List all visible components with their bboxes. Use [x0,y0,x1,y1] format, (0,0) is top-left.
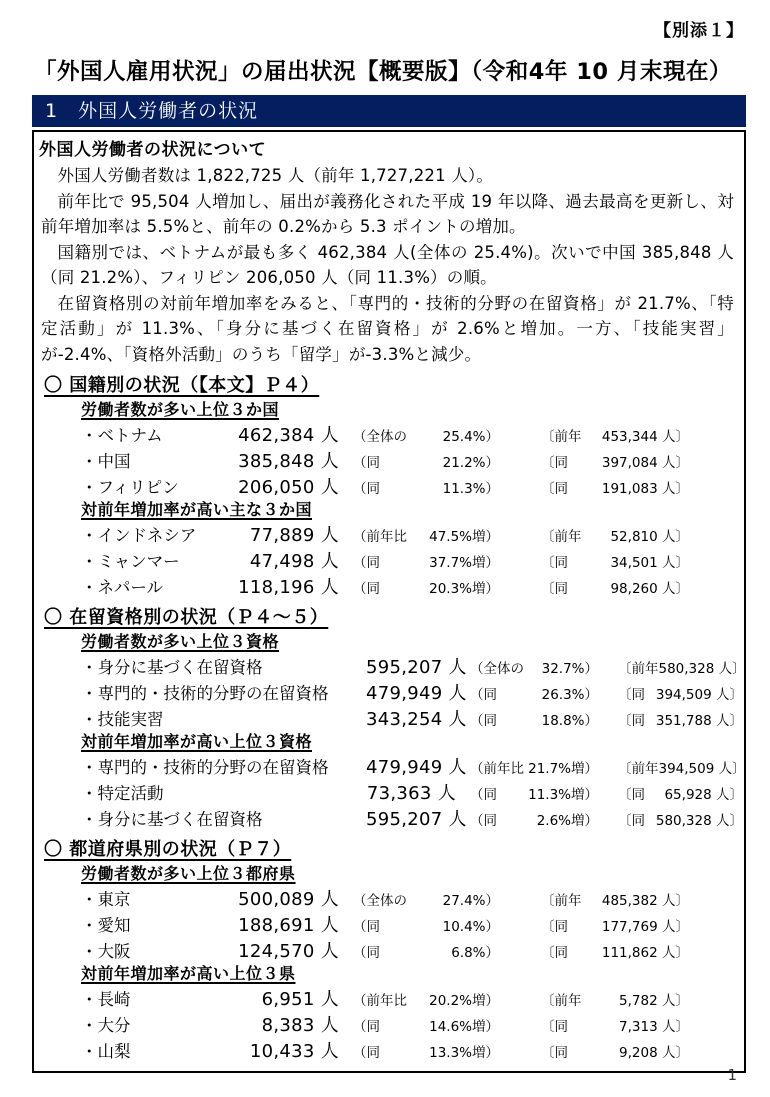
row-prev-year-cell [618,709,743,729]
stats-row [34,521,744,547]
row-percent-label: （同 [470,713,497,729]
row-prev-year-label: 〔前年 [541,429,582,445]
page-title: 「外国人雇用状況」の届出状況【概要版】（令和4年 10 月末現在） [34,59,732,85]
stats-row [34,547,744,573]
row-prev-year-label: 〔前年 [541,529,582,545]
row-percent-cell [353,477,499,497]
stats-row [34,911,744,937]
stats-section [34,835,744,1063]
group-heading: 労働者数が多い上位３か国 [81,400,280,419]
row-prev-year-value: 394,509 人〕 [658,761,746,777]
row-name: ・フィリピン [81,478,179,497]
row-percent-value: 32.7%） [541,661,598,677]
row-prev-year-label: 〔同 [541,1045,568,1061]
row-percent-value: 11.3%増） [528,787,598,803]
row-prev-year-value: 394,509 人〕 [655,687,743,703]
row-percent-cell [353,989,499,1009]
row-percent-value: 2.6%増） [536,813,598,829]
row-prev-year-label: 〔同 [541,919,568,935]
row-prev-year-value: 65,928 人〕 [664,787,743,803]
group-rows [34,985,744,1063]
row-value: 188,691 人 [238,915,339,936]
row-percent-label: （全体の [353,429,407,445]
stats-group [34,631,744,731]
row-prev-year-cell [541,989,689,1009]
row-percent-value: 25.4%） [442,429,499,445]
row-percent-cell [470,757,598,777]
group-heading: 対前年増加率が高い主な３か国 [81,500,313,519]
row-value: 10,433 人 [249,1041,339,1062]
row-name: ・ベトナム [81,426,163,445]
group-heading: 労働者数が多い上位３資格 [81,632,280,651]
row-percent-cell [353,941,499,961]
row-prev-year-value: 52,810 人〕 [610,529,689,545]
row-value: 8,383 人 [261,1015,339,1036]
row-percent-cell [353,915,499,935]
row-prev-year-cell [618,757,746,777]
row-prev-year-cell [618,657,746,677]
row-prev-year-value: 177,769 人〕 [601,919,689,935]
row-prev-year-value: 351,788 人〕 [655,713,743,729]
row-percent-label: （前年比 [353,529,407,545]
group-heading: 対前年増加率が高い上位３県 [81,964,296,983]
row-percent-label: （前年比 [470,761,524,777]
row-name: ・長崎 [81,990,131,1009]
row-name: ・技能実習 [81,710,164,729]
attachment-label: 【別添１】 [654,21,744,41]
stats-row [34,573,744,599]
row-percent-cell [470,683,598,703]
row-prev-year-value: 453,344 人〕 [601,429,689,445]
row-percent-cell [470,809,598,829]
intro-paragraph: 前年比で 95,504 人増加し、届出が義務化された平成 19 年以降、過去最高を更新し、対前年増加率は 5.5%と、前年の 0.2%から 5.3 ポイントの増加。 [41,191,734,236]
row-prev-year-cell [618,683,743,703]
row-name: ・大分 [81,1016,131,1035]
row-prev-year-label: 〔同 [541,481,568,497]
row-name: ・愛知 [81,916,131,935]
row-percent-label: （同 [470,813,497,829]
row-prev-year-cell [541,941,689,961]
row-value: 479,949 人 [366,757,467,778]
sections [34,371,744,1063]
row-prev-year-value: 7,313 人〕 [619,1019,689,1035]
row-name: ・専門的・技術的分野の在留資格 [81,684,329,703]
stats-row [34,705,744,731]
stats-row [34,473,744,499]
row-prev-year-cell [541,1015,689,1035]
row-name: ・大阪 [81,942,131,961]
row-prev-year-cell [541,551,689,571]
row-prev-year-cell [541,525,689,545]
row-percent-value: 20.2%増） [429,993,499,1009]
row-value: 479,949 人 [366,683,467,704]
row-percent-cell [470,657,598,677]
row-percent-label: （全体の [353,893,407,909]
row-prev-year-cell [541,889,689,909]
stats-group [34,399,744,499]
row-percent-label: （全体の [470,661,524,677]
intro-paragraph: 在留資格別の対前年増加率をみると、「専門的・技術的分野の在留資格」が 21.7%、「特定活動」が 11.3%、「身分に基づく在留資格」が 2.6%と増加。一方、「技能実習」が-2.4%、「資格外活動」のうち「留学」が-3.3%と減少。 [41,293,734,364]
group-heading: 労働者数が多い上位３都府県 [81,864,296,883]
row-prev-year-label: 〔前年 [541,993,582,1009]
row-prev-year-value: 34,501 人〕 [610,555,689,571]
row-name: ・ネパール [81,578,164,597]
stats-row [34,421,744,447]
row-percent-label: （同 [353,581,380,597]
section-groups [34,863,744,1063]
row-percent-value: 21.2%） [442,455,499,471]
row-value: 500,089 人 [238,889,339,910]
row-percent-cell [353,1041,499,1061]
row-prev-year-cell [541,915,689,935]
group-rows [34,521,744,599]
row-prev-year-cell [541,477,689,497]
row-name: ・身分に基づく在留資格 [81,658,263,677]
row-name: ・東京 [81,890,131,909]
stats-row [34,1037,744,1063]
row-percent-label: （同 [353,481,380,497]
stats-group [34,499,744,599]
row-percent-value: 27.4%） [442,893,499,909]
stats-row [34,985,744,1011]
row-prev-year-cell [541,1041,689,1061]
stats-row [34,653,744,679]
row-prev-year-label: 〔前年 [541,893,582,909]
row-percent-value: 26.3%） [541,687,598,703]
row-percent-cell [353,577,499,597]
row-value: 73,363 人 [366,783,456,804]
stats-row [34,937,744,963]
row-prev-year-label: 〔同 [618,787,645,803]
section-title: 〇 国籍別の状況（【本文】Ｐ４） [44,375,320,396]
stats-group [34,731,744,831]
row-prev-year-label: 〔同 [541,581,568,597]
section-bar-header: 1 外国人労働者の状況 [32,95,746,127]
row-percent-cell [353,1015,499,1035]
intro-heading: 外国人労働者の状況について [39,140,267,160]
row-name: ・ミャンマー [81,552,180,571]
row-prev-year-label: 〔同 [618,713,645,729]
row-percent-value: 20.3%増） [429,581,499,597]
group-heading: 対前年増加率が高い上位３資格 [81,732,313,751]
row-percent-label: （同 [353,919,380,935]
row-percent-value: 18.8%） [541,713,598,729]
row-percent-label: （前年比 [353,993,407,1009]
row-prev-year-value: 111,862 人〕 [601,945,689,961]
stats-row [34,679,744,705]
row-value: 343,254 人 [366,709,467,730]
row-percent-label: （同 [470,687,497,703]
row-value: 124,570 人 [238,941,339,962]
row-name: ・身分に基づく在留資格 [81,810,263,829]
row-percent-cell [353,451,499,471]
row-percent-value: 6.8%） [451,945,499,961]
row-prev-year-value: 98,260 人〕 [610,581,689,597]
row-prev-year-value: 5,782 人〕 [619,993,689,1009]
row-prev-year-label: 〔同 [541,455,568,471]
row-percent-cell [353,425,499,445]
group-rows [34,653,744,731]
stats-row [34,779,744,805]
row-value: 118,196 人 [238,577,339,598]
row-name: ・専門的・技術的分野の在留資格 [81,758,329,777]
stats-section [34,603,744,831]
page-number: 1 [727,1066,737,1084]
row-value: 6,951 人 [261,989,339,1010]
group-rows [34,421,744,499]
row-percent-cell [353,551,499,571]
row-value: 385,848 人 [238,451,339,472]
row-value: 47,498 人 [249,551,339,572]
row-prev-year-label: 〔同 [618,687,645,703]
row-prev-year-value: 580,328 人〕 [655,813,743,829]
stats-row [34,1011,744,1037]
stats-row [34,753,744,779]
row-prev-year-label: 〔前年 [618,761,659,777]
row-name: ・インドネシア [81,526,197,545]
row-name: ・特定活動 [81,784,164,803]
row-prev-year-label: 〔同 [541,555,568,571]
row-value: 462,384 人 [238,425,339,446]
row-percent-value: 13.3%増） [429,1045,499,1061]
row-prev-year-cell [541,451,689,471]
intro-paragraph: 国籍別では、ベトナムが最も多く 462,384 人(全体の 25.4%)。次いで中国 385,848 人（同 21.2%）、フィリピン 206,050 人（同 11.3%）の順。 [41,242,734,287]
row-prev-year-value: 397,084 人〕 [601,455,689,471]
row-percent-value: 14.6%増） [429,1019,499,1035]
group-rows [34,885,744,963]
row-name: ・中国 [81,452,131,471]
row-percent-cell [353,889,499,909]
row-percent-label: （同 [353,1019,380,1035]
row-prev-year-value: 580,328 人〕 [658,661,746,677]
row-prev-year-label: 〔同 [541,1019,568,1035]
row-prev-year-cell [618,809,743,829]
row-percent-label: （同 [353,945,380,961]
row-percent-value: 10.4%） [442,919,499,935]
row-name: ・山梨 [81,1042,131,1061]
row-prev-year-cell [541,577,689,597]
stats-group [34,963,744,1063]
stats-row [34,805,744,831]
row-percent-value: 11.3%） [442,481,499,497]
row-percent-value: 21.7%増） [528,761,598,777]
row-percent-label: （同 [353,555,380,571]
stats-group [34,863,744,963]
row-prev-year-label: 〔前年 [618,661,659,677]
stats-section [34,371,744,599]
intro-paragraph: 外国人労働者数は 1,822,725 人（前年 1,727,221 人）。 [57,166,494,185]
row-value: 206,050 人 [238,477,339,498]
row-prev-year-cell [618,783,743,803]
row-value: 595,207 人 [366,809,467,830]
row-prev-year-value: 191,083 人〕 [601,481,689,497]
group-rows [34,753,744,831]
row-prev-year-label: 〔同 [541,945,568,961]
section-title: 〇 在留資格別の状況（Ｐ４～５） [44,607,329,628]
row-prev-year-value: 9,208 人〕 [619,1045,689,1061]
stats-row [34,885,744,911]
row-value: 595,207 人 [366,657,467,678]
row-percent-cell [470,783,598,803]
row-prev-year-value: 485,382 人〕 [601,893,689,909]
row-percent-label: （同 [353,455,380,471]
row-percent-label: （同 [470,787,497,803]
row-percent-cell [353,525,499,545]
row-percent-label: （同 [353,1045,380,1061]
content-box [32,130,746,1073]
row-percent-cell [470,709,598,729]
row-percent-value: 47.5%増） [429,529,499,545]
row-prev-year-cell [541,425,689,445]
section-title: 〇 都道府県別の状況（Ｐ７） [44,839,292,860]
row-percent-value: 37.7%増） [429,555,499,571]
stats-row [34,447,744,473]
row-value: 77,889 人 [249,525,339,546]
row-prev-year-label: 〔同 [618,813,645,829]
section-groups [34,631,744,831]
section-groups [34,399,744,599]
